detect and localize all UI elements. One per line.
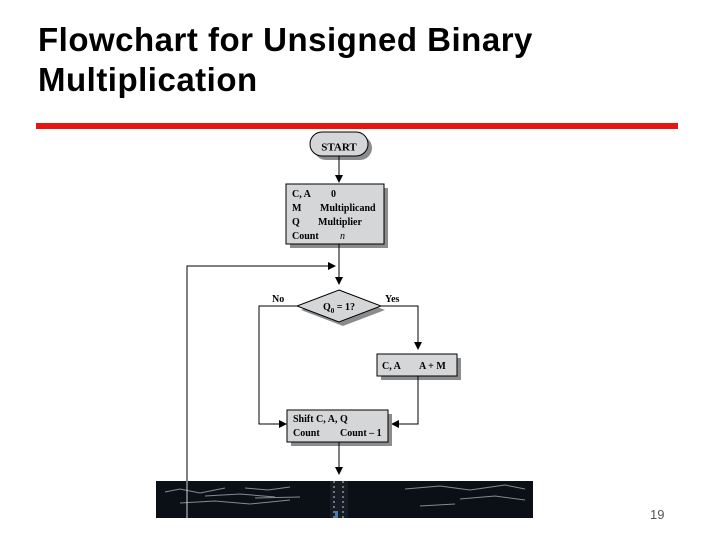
init-box <box>286 184 388 248</box>
add-box-left: C, A <box>382 361 401 372</box>
start-label: START <box>321 141 357 154</box>
obscured-band <box>156 481 533 518</box>
init-val-count: n <box>340 231 345 242</box>
init-reg-ca: C, A <box>292 189 311 200</box>
init-reg-m: M <box>292 203 302 214</box>
no-label: No <box>272 294 285 305</box>
slide-title-line-2: Multiplication <box>38 61 258 98</box>
connector-add-to-shift <box>392 376 418 424</box>
slide-title-line-1: Flowchart for Unsigned Binary <box>38 21 533 58</box>
page-number: 19 <box>650 507 665 522</box>
init-reg-q: Q <box>292 217 300 228</box>
init-val-ca: 0 <box>331 189 336 200</box>
add-box-right: A + M <box>419 361 446 372</box>
init-val-q: Multiplier <box>318 217 362 228</box>
shift-box <box>287 410 392 446</box>
yes-label: Yes <box>385 294 400 305</box>
decision-label: $Q_0 = 1$? <box>323 302 355 315</box>
start-terminal <box>310 132 372 160</box>
init-val-m: Multiplicand <box>320 203 376 214</box>
init-reg-count: Count <box>292 231 319 242</box>
add-box <box>377 354 461 380</box>
shift-box-line-2-right: Count – 1 <box>340 428 382 439</box>
shift-box-line-2-left: Count <box>293 428 320 439</box>
connector-yes-branch <box>381 306 418 349</box>
decision-diamond <box>297 290 385 326</box>
connector-no-branch <box>259 306 297 424</box>
shift-box-line-1: Shift C, A, Q <box>293 414 348 425</box>
